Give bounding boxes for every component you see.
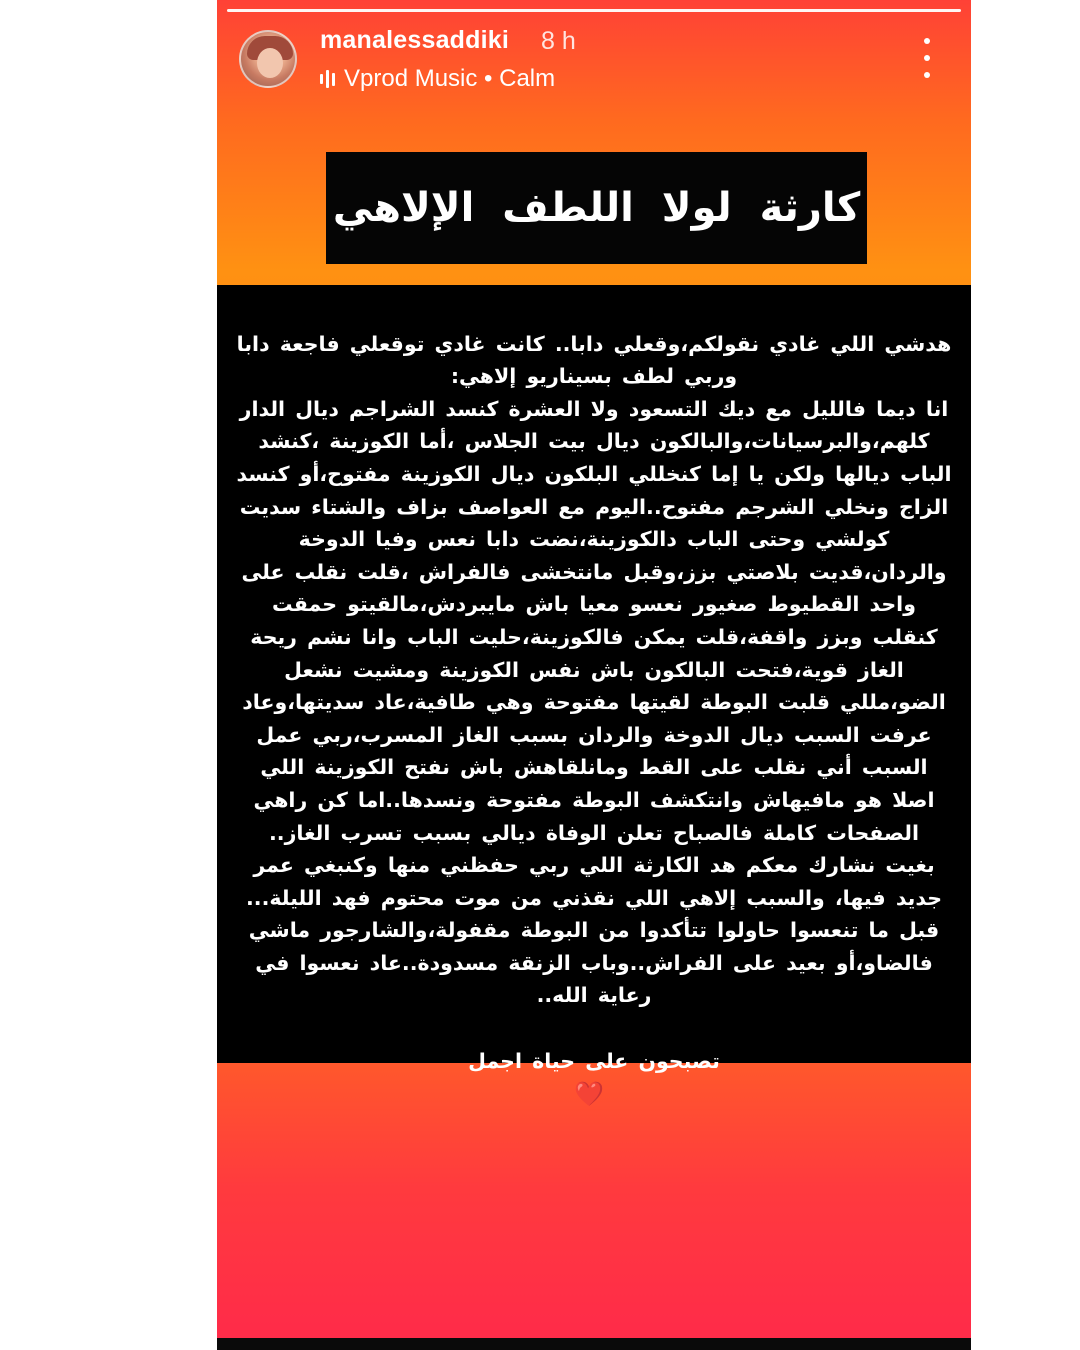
more-options-button[interactable] bbox=[915, 38, 939, 78]
sign-off-text: تصبحون على حياة اجمل bbox=[468, 1048, 720, 1073]
bottom-bar bbox=[217, 1338, 971, 1350]
heart-icon: ❤️ bbox=[574, 1079, 604, 1108]
username-link[interactable]: manalessaddiki bbox=[320, 26, 510, 54]
post-time: 8 h bbox=[541, 27, 576, 55]
story-progress-bar bbox=[227, 9, 961, 12]
sign-off-line bbox=[235, 1012, 953, 1110]
music-label: Vprod Music • Calm bbox=[344, 65, 556, 92]
story-title-box bbox=[326, 152, 867, 264]
avatar-face bbox=[257, 48, 283, 78]
avatar[interactable] bbox=[239, 30, 297, 88]
music-bars-icon bbox=[320, 69, 335, 89]
more-vertical-icon-dot bbox=[924, 55, 930, 61]
music-attribution[interactable] bbox=[320, 64, 555, 94]
story-viewer[interactable] bbox=[217, 0, 971, 1350]
more-vertical-icon-dot bbox=[924, 72, 930, 78]
story-body-text: هدشي اللي غادي نقولكم،وقعلي دابا.. كانت غادي توقعلي فاجعة دابا وربي لطف بسيناريو إلاهي: انا ديما فالليل مع ديك التسعود ولا العشرة كنسد الشراجم ديال الدار كلهم،والبرسيانات،والبالكون ديال بيت الجلاس ،أما الكوزينة ،كنشد الباب ديالها ولكن يا إما كنخللي البلكون ديال الكوزينة مفتوح،أو كنسد الزاج ونخلي الشرجم مفتوح..اليوم مع العواصف بزاف والشتاء سديت كولشي وحتى الباب دالكوزينة،نضت دابا نعس وفيا الدوخة والردان،قديت بلاصتي بزز،وقبل مانتخشى فالفراش ،قلت نقلب على واحد القطيوط صغيور نعسو معيا باش مايبردش،مالقيتو حمقت كنقلب وبزز واقفة،قلت يمكن فالكوزينة،حليت الباب وانا نشم ريحة الغاز قوية،فتحت البالكون باش نفس الكوزينة ومشيت نشعل الضو،مللي قلبت البوطة لقيتها مفتوحة وهي طافية،عاد سديتها،وعاد عرفت السبب ديال الدوخة والردان بسبب الغاز المسرب،ربي عمل السبب أني نقلب على القط ومانلقاهش باش نفتح الكوزينة اللي اصلا هو مافيهاش وانتكشف البوطة مفتوحة ونسدها..اما كن راهي الصفحات كاملة فالصباح تعلن الوفاة ديالي بسبب تسرب الغاز.. بغيت نشارك معكم هد الكارثة اللي ربي حفظني منها وكنبغي عمر جديد فيها، والسبب إلاهي اللي نقذني من موت محتوم فهد الليلة... قبل ما تنعسوا حاولوا تتأكدوا من البوطة مقفولة،والشارجور ماشي فالضاو،أو بعيد على الفراش..وباب الزنقة مسدودة..عاد نعسوا في رعاية الله.. bbox=[236, 331, 952, 1008]
story-text-box bbox=[217, 285, 971, 1108]
more-vertical-icon-dot bbox=[924, 38, 930, 44]
story-title: كارثة لولا اللطف الإلاهي bbox=[332, 185, 861, 231]
